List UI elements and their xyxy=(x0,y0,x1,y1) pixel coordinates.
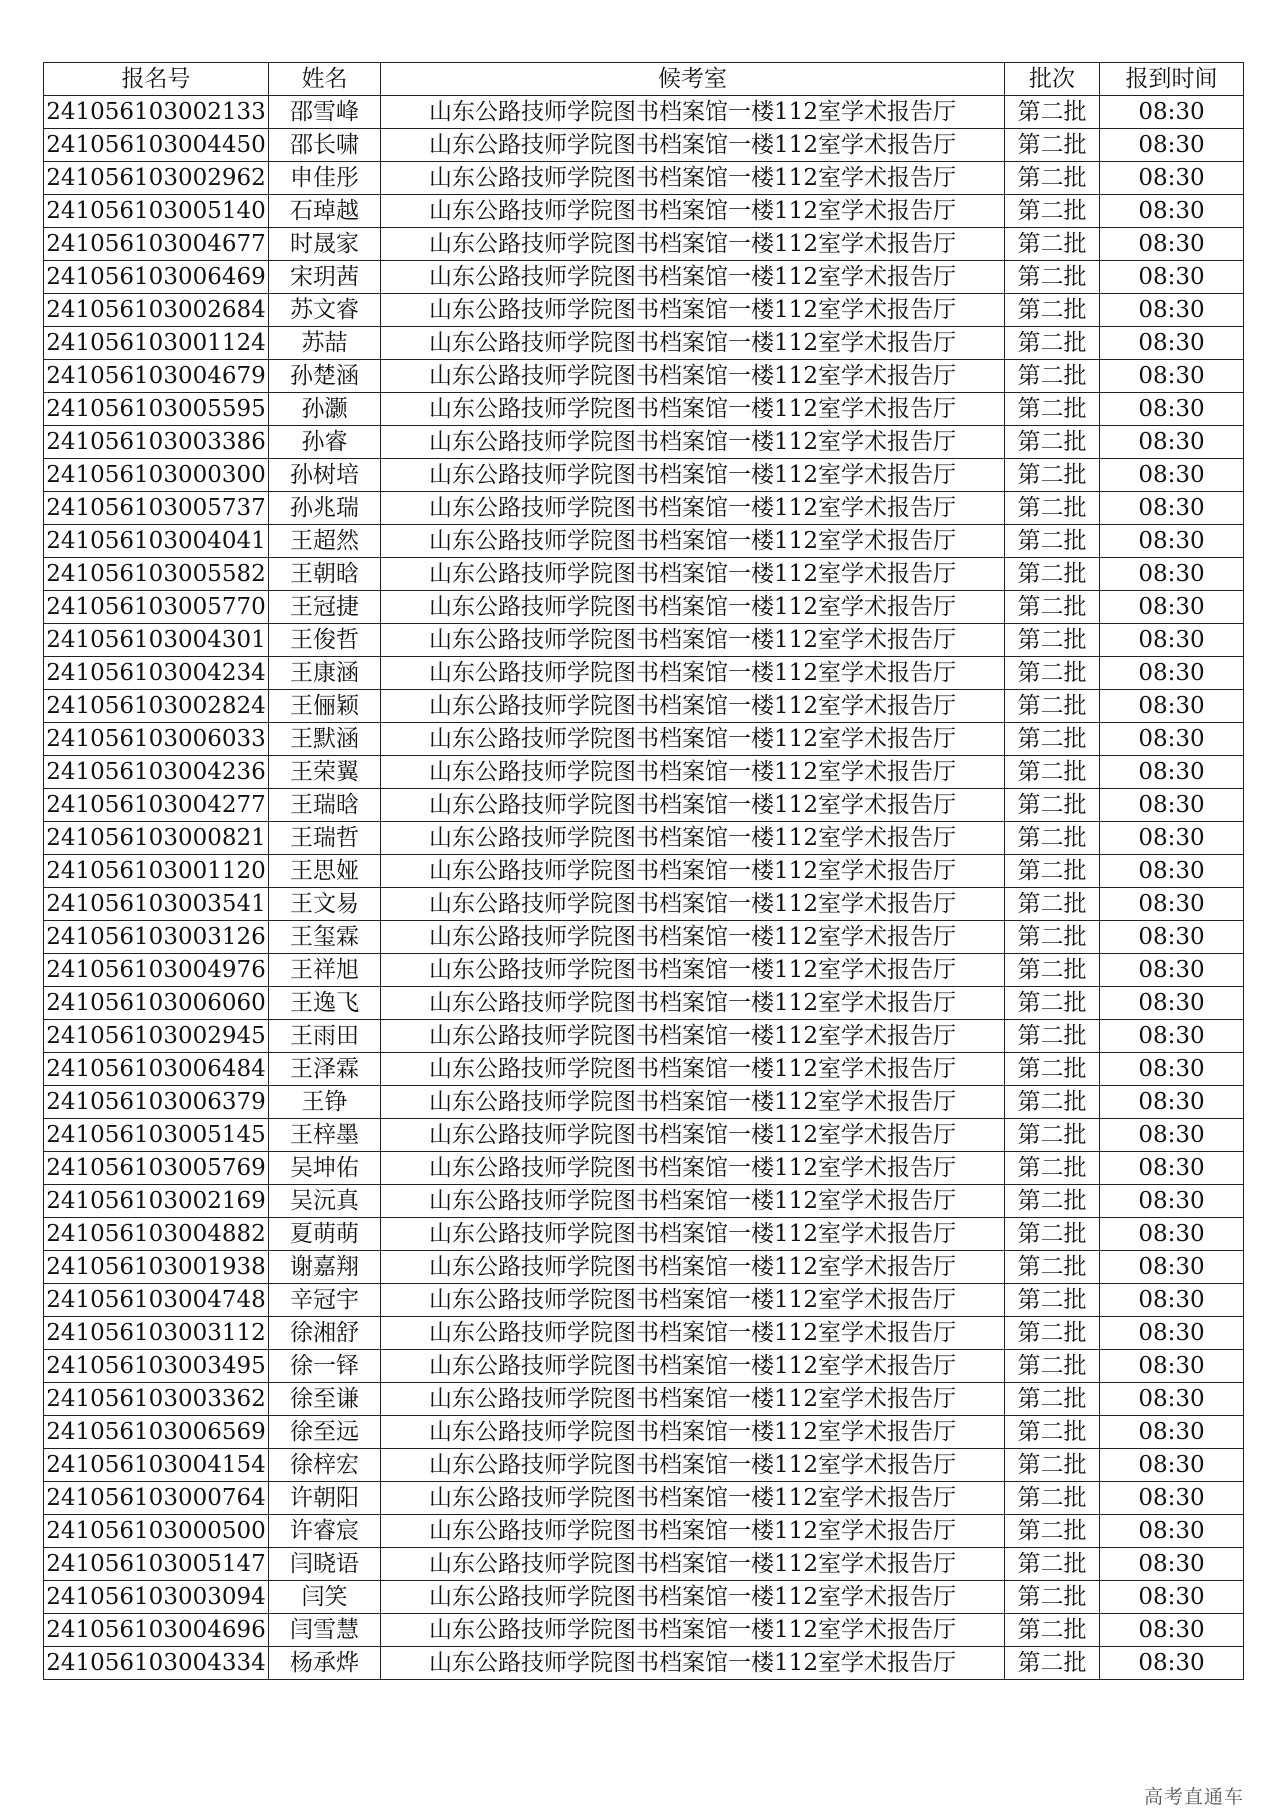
name-cell: 邵雪峰 xyxy=(269,96,381,129)
batch-cell: 第二批 xyxy=(1005,822,1100,855)
header-name: 姓名 xyxy=(269,63,381,96)
batch-cell: 第二批 xyxy=(1005,987,1100,1020)
header-registration-number: 报名号 xyxy=(44,63,269,96)
batch-cell: 第二批 xyxy=(1005,327,1100,360)
batch-cell: 第二批 xyxy=(1005,228,1100,261)
check-in-time-cell: 08:30 xyxy=(1100,789,1244,822)
batch-cell: 第二批 xyxy=(1005,1053,1100,1086)
waiting-room-cell: 山东公路技师学院图书档案馆一楼112室学术报告厅 xyxy=(381,1053,1005,1086)
check-in-time-cell: 08:30 xyxy=(1100,1515,1244,1548)
batch-cell: 第二批 xyxy=(1005,855,1100,888)
table-row xyxy=(44,822,1244,855)
check-in-time-cell: 08:30 xyxy=(1100,1317,1244,1350)
name-cell: 王雨田 xyxy=(269,1020,381,1053)
table-row xyxy=(44,1152,1244,1185)
check-in-time-cell: 08:30 xyxy=(1100,1614,1244,1647)
waiting-room-cell: 山东公路技师学院图书档案馆一楼112室学术报告厅 xyxy=(381,1317,1005,1350)
table-row xyxy=(44,393,1244,426)
registration-number-cell: 241056103004277 xyxy=(44,789,269,822)
table-row xyxy=(44,492,1244,525)
batch-cell: 第二批 xyxy=(1005,525,1100,558)
table-row xyxy=(44,228,1244,261)
registration-number-cell: 241056103006469 xyxy=(44,261,269,294)
registration-number-cell: 241056103004301 xyxy=(44,624,269,657)
table-row xyxy=(44,1053,1244,1086)
table-row xyxy=(44,1020,1244,1053)
name-cell: 徐至谦 xyxy=(269,1383,381,1416)
check-in-time-cell: 08:30 xyxy=(1100,624,1244,657)
registration-number-cell: 241056103002684 xyxy=(44,294,269,327)
name-cell: 杨承烨 xyxy=(269,1647,381,1680)
waiting-room-cell: 山东公路技师学院图书档案馆一楼112室学术报告厅 xyxy=(381,228,1005,261)
batch-cell: 第二批 xyxy=(1005,657,1100,690)
check-in-time-cell: 08:30 xyxy=(1100,558,1244,591)
waiting-room-cell: 山东公路技师学院图书档案馆一楼112室学术报告厅 xyxy=(381,426,1005,459)
header-check-in-time: 报到时间 xyxy=(1100,63,1244,96)
registration-number-cell: 241056103001124 xyxy=(44,327,269,360)
table-row xyxy=(44,1185,1244,1218)
table-row xyxy=(44,624,1244,657)
table-row xyxy=(44,294,1244,327)
waiting-room-cell: 山东公路技师学院图书档案馆一楼112室学术报告厅 xyxy=(381,96,1005,129)
name-cell: 王玺霖 xyxy=(269,921,381,954)
table-row xyxy=(44,558,1244,591)
registration-number-cell: 241056103002962 xyxy=(44,162,269,195)
batch-cell: 第二批 xyxy=(1005,756,1100,789)
waiting-room-cell: 山东公路技师学院图书档案馆一楼112室学术报告厅 xyxy=(381,1581,1005,1614)
registration-number-cell: 241056103004154 xyxy=(44,1449,269,1482)
registration-number-cell: 241056103000500 xyxy=(44,1515,269,1548)
check-in-time-cell: 08:30 xyxy=(1100,657,1244,690)
name-cell: 王逸飞 xyxy=(269,987,381,1020)
check-in-time-cell: 08:30 xyxy=(1100,690,1244,723)
registration-number-cell: 241056103005140 xyxy=(44,195,269,228)
batch-cell: 第二批 xyxy=(1005,1581,1100,1614)
name-cell: 吴坤佑 xyxy=(269,1152,381,1185)
table-row xyxy=(44,1614,1244,1647)
waiting-room-cell: 山东公路技师学院图书档案馆一楼112室学术报告厅 xyxy=(381,888,1005,921)
batch-cell: 第二批 xyxy=(1005,1020,1100,1053)
batch-cell: 第二批 xyxy=(1005,492,1100,525)
batch-cell: 第二批 xyxy=(1005,360,1100,393)
table-row xyxy=(44,1119,1244,1152)
batch-cell: 第二批 xyxy=(1005,96,1100,129)
name-cell: 徐梓宏 xyxy=(269,1449,381,1482)
table-row xyxy=(44,723,1244,756)
check-in-time-cell: 08:30 xyxy=(1100,723,1244,756)
batch-cell: 第二批 xyxy=(1005,1548,1100,1581)
batch-cell: 第二批 xyxy=(1005,1185,1100,1218)
waiting-room-cell: 山东公路技师学院图书档案馆一楼112室学术报告厅 xyxy=(381,822,1005,855)
waiting-room-cell: 山东公路技师学院图书档案馆一楼112室学术报告厅 xyxy=(381,1482,1005,1515)
batch-cell: 第二批 xyxy=(1005,1449,1100,1482)
registration-number-cell: 241056103003541 xyxy=(44,888,269,921)
name-cell: 许朝阳 xyxy=(269,1482,381,1515)
table-row xyxy=(44,96,1244,129)
waiting-room-cell: 山东公路技师学院图书档案馆一楼112室学术报告厅 xyxy=(381,1614,1005,1647)
check-in-time-cell: 08:30 xyxy=(1100,591,1244,624)
batch-cell: 第二批 xyxy=(1005,261,1100,294)
table-row xyxy=(44,690,1244,723)
waiting-room-cell: 山东公路技师学院图书档案馆一楼112室学术报告厅 xyxy=(381,1020,1005,1053)
registration-number-cell: 241056103005769 xyxy=(44,1152,269,1185)
check-in-time-cell: 08:30 xyxy=(1100,1482,1244,1515)
waiting-room-cell: 山东公路技师学院图书档案馆一楼112室学术报告厅 xyxy=(381,855,1005,888)
batch-cell: 第二批 xyxy=(1005,1614,1100,1647)
batch-cell: 第二批 xyxy=(1005,1284,1100,1317)
registration-number-cell: 241056103004882 xyxy=(44,1218,269,1251)
batch-cell: 第二批 xyxy=(1005,723,1100,756)
table-row xyxy=(44,1218,1244,1251)
waiting-room-cell: 山东公路技师学院图书档案馆一楼112室学术报告厅 xyxy=(381,723,1005,756)
waiting-room-cell: 山东公路技师学院图书档案馆一楼112室学术报告厅 xyxy=(381,1251,1005,1284)
waiting-room-cell: 山东公路技师学院图书档案馆一楼112室学术报告厅 xyxy=(381,756,1005,789)
check-in-time-cell: 08:30 xyxy=(1100,393,1244,426)
table-row xyxy=(44,591,1244,624)
name-cell: 闫晓语 xyxy=(269,1548,381,1581)
batch-cell: 第二批 xyxy=(1005,954,1100,987)
batch-cell: 第二批 xyxy=(1005,1086,1100,1119)
check-in-time-cell: 08:30 xyxy=(1100,954,1244,987)
registration-number-cell: 241056103003094 xyxy=(44,1581,269,1614)
check-in-time-cell: 08:30 xyxy=(1100,1053,1244,1086)
name-cell: 时晟家 xyxy=(269,228,381,261)
batch-cell: 第二批 xyxy=(1005,624,1100,657)
batch-cell: 第二批 xyxy=(1005,1515,1100,1548)
registration-number-cell: 241056103002169 xyxy=(44,1185,269,1218)
waiting-room-cell: 山东公路技师学院图书档案馆一楼112室学术报告厅 xyxy=(381,459,1005,492)
waiting-room-cell: 山东公路技师学院图书档案馆一楼112室学术报告厅 xyxy=(381,129,1005,162)
table-row xyxy=(44,1383,1244,1416)
header-batch: 批次 xyxy=(1005,63,1100,96)
check-in-time-cell: 08:30 xyxy=(1100,129,1244,162)
batch-cell: 第二批 xyxy=(1005,1119,1100,1152)
check-in-time-cell: 08:30 xyxy=(1100,822,1244,855)
waiting-room-cell: 山东公路技师学院图书档案馆一楼112室学术报告厅 xyxy=(381,921,1005,954)
name-cell: 王瑞哲 xyxy=(269,822,381,855)
check-in-time-cell: 08:30 xyxy=(1100,855,1244,888)
table-row xyxy=(44,162,1244,195)
name-cell: 王朝晗 xyxy=(269,558,381,591)
table-row xyxy=(44,954,1244,987)
waiting-room-cell: 山东公路技师学院图书档案馆一楼112室学术报告厅 xyxy=(381,294,1005,327)
waiting-room-cell: 山东公路技师学院图书档案馆一楼112室学术报告厅 xyxy=(381,525,1005,558)
registration-number-cell: 241056103001120 xyxy=(44,855,269,888)
check-in-time-cell: 08:30 xyxy=(1100,1548,1244,1581)
name-cell: 石琸越 xyxy=(269,195,381,228)
name-cell: 徐一铎 xyxy=(269,1350,381,1383)
batch-cell: 第二批 xyxy=(1005,393,1100,426)
registration-number-cell: 241056103004236 xyxy=(44,756,269,789)
batch-cell: 第二批 xyxy=(1005,1383,1100,1416)
registration-number-cell: 241056103006484 xyxy=(44,1053,269,1086)
name-cell: 王默涵 xyxy=(269,723,381,756)
table-row xyxy=(44,921,1244,954)
check-in-time-cell: 08:30 xyxy=(1100,162,1244,195)
waiting-room-cell: 山东公路技师学院图书档案馆一楼112室学术报告厅 xyxy=(381,492,1005,525)
check-in-time-cell: 08:30 xyxy=(1100,360,1244,393)
waiting-room-cell: 山东公路技师学院图书档案馆一楼112室学术报告厅 xyxy=(381,1152,1005,1185)
registration-number-cell: 241056103004677 xyxy=(44,228,269,261)
batch-cell: 第二批 xyxy=(1005,558,1100,591)
table-row xyxy=(44,1284,1244,1317)
name-cell: 孙灏 xyxy=(269,393,381,426)
check-in-time-cell: 08:30 xyxy=(1100,96,1244,129)
registration-number-cell: 241056103004696 xyxy=(44,1614,269,1647)
table-header xyxy=(44,63,1244,96)
name-cell: 徐湘舒 xyxy=(269,1317,381,1350)
check-in-time-cell: 08:30 xyxy=(1100,426,1244,459)
waiting-room-cell: 山东公路技师学院图书档案馆一楼112室学术报告厅 xyxy=(381,360,1005,393)
header-row xyxy=(44,63,1244,96)
registration-number-cell: 241056103004450 xyxy=(44,129,269,162)
check-in-time-cell: 08:30 xyxy=(1100,1218,1244,1251)
check-in-time-cell: 08:30 xyxy=(1100,1251,1244,1284)
name-cell: 王冠捷 xyxy=(269,591,381,624)
registration-number-cell: 241056103000764 xyxy=(44,1482,269,1515)
batch-cell: 第二批 xyxy=(1005,426,1100,459)
name-cell: 王思娅 xyxy=(269,855,381,888)
check-in-time-cell: 08:30 xyxy=(1100,195,1244,228)
registration-number-cell: 241056103002945 xyxy=(44,1020,269,1053)
name-cell: 闫雪慧 xyxy=(269,1614,381,1647)
check-in-time-cell: 08:30 xyxy=(1100,525,1244,558)
name-cell: 谢嘉翔 xyxy=(269,1251,381,1284)
registration-number-cell: 241056103001938 xyxy=(44,1251,269,1284)
table-row xyxy=(44,657,1244,690)
waiting-room-cell: 山东公路技师学院图书档案馆一楼112室学术报告厅 xyxy=(381,1515,1005,1548)
waiting-room-cell: 山东公路技师学院图书档案馆一楼112室学术报告厅 xyxy=(381,1284,1005,1317)
table-row xyxy=(44,129,1244,162)
registration-number-cell: 241056103000821 xyxy=(44,822,269,855)
check-in-time-cell: 08:30 xyxy=(1100,228,1244,261)
registration-number-cell: 241056103002824 xyxy=(44,690,269,723)
batch-cell: 第二批 xyxy=(1005,129,1100,162)
registration-number-cell: 241056103003495 xyxy=(44,1350,269,1383)
table-row xyxy=(44,1350,1244,1383)
batch-cell: 第二批 xyxy=(1005,162,1100,195)
table-row xyxy=(44,888,1244,921)
watermark-text: 高考直通车 xyxy=(1143,1786,1244,1808)
table-body xyxy=(44,96,1244,1680)
batch-cell: 第二批 xyxy=(1005,1152,1100,1185)
waiting-room-cell: 山东公路技师学院图书档案馆一楼112室学术报告厅 xyxy=(381,195,1005,228)
waiting-room-cell: 山东公路技师学院图书档案馆一楼112室学术报告厅 xyxy=(381,1218,1005,1251)
table-row xyxy=(44,360,1244,393)
registration-number-cell: 241056103004679 xyxy=(44,360,269,393)
registration-number-cell: 241056103003126 xyxy=(44,921,269,954)
table-row xyxy=(44,525,1244,558)
name-cell: 王俊哲 xyxy=(269,624,381,657)
table-row xyxy=(44,987,1244,1020)
name-cell: 王瑞晗 xyxy=(269,789,381,822)
registration-number-cell: 241056103002133 xyxy=(44,96,269,129)
name-cell: 苏喆 xyxy=(269,327,381,360)
check-in-time-cell: 08:30 xyxy=(1100,1581,1244,1614)
name-cell: 王文易 xyxy=(269,888,381,921)
check-in-time-cell: 08:30 xyxy=(1100,327,1244,360)
batch-cell: 第二批 xyxy=(1005,195,1100,228)
registration-number-cell: 241056103004976 xyxy=(44,954,269,987)
header-waiting-room: 候考室 xyxy=(381,63,1005,96)
registration-number-cell: 241056103005737 xyxy=(44,492,269,525)
waiting-room-cell: 山东公路技师学院图书档案馆一楼112室学术报告厅 xyxy=(381,624,1005,657)
waiting-room-cell: 山东公路技师学院图书档案馆一楼112室学术报告厅 xyxy=(381,393,1005,426)
table-row xyxy=(44,1482,1244,1515)
waiting-room-cell: 山东公路技师学院图书档案馆一楼112室学术报告厅 xyxy=(381,954,1005,987)
batch-cell: 第二批 xyxy=(1005,591,1100,624)
name-cell: 苏文睿 xyxy=(269,294,381,327)
candidate-table xyxy=(43,62,1244,1680)
waiting-room-cell: 山东公路技师学院图书档案馆一楼112室学术报告厅 xyxy=(381,1416,1005,1449)
batch-cell: 第二批 xyxy=(1005,459,1100,492)
registration-number-cell: 241056103004234 xyxy=(44,657,269,690)
table-row xyxy=(44,1086,1244,1119)
table-row xyxy=(44,327,1244,360)
check-in-time-cell: 08:30 xyxy=(1100,888,1244,921)
table-row xyxy=(44,1581,1244,1614)
check-in-time-cell: 08:30 xyxy=(1100,1020,1244,1053)
registration-number-cell: 241056103003386 xyxy=(44,426,269,459)
batch-cell: 第二批 xyxy=(1005,1350,1100,1383)
waiting-room-cell: 山东公路技师学院图书档案馆一楼112室学术报告厅 xyxy=(381,789,1005,822)
batch-cell: 第二批 xyxy=(1005,921,1100,954)
table-row xyxy=(44,1548,1244,1581)
table-row xyxy=(44,756,1244,789)
registration-number-cell: 241056103005770 xyxy=(44,591,269,624)
waiting-room-cell: 山东公路技师学院图书档案馆一楼112室学术报告厅 xyxy=(381,1383,1005,1416)
name-cell: 夏萌萌 xyxy=(269,1218,381,1251)
name-cell: 宋玥茜 xyxy=(269,261,381,294)
check-in-time-cell: 08:30 xyxy=(1100,921,1244,954)
name-cell: 王铮 xyxy=(269,1086,381,1119)
batch-cell: 第二批 xyxy=(1005,294,1100,327)
registration-number-cell: 241056103005145 xyxy=(44,1119,269,1152)
table-row xyxy=(44,855,1244,888)
batch-cell: 第二批 xyxy=(1005,1482,1100,1515)
name-cell: 王泽霖 xyxy=(269,1053,381,1086)
batch-cell: 第二批 xyxy=(1005,1317,1100,1350)
waiting-room-cell: 山东公路技师学院图书档案馆一楼112室学术报告厅 xyxy=(381,1350,1005,1383)
check-in-time-cell: 08:30 xyxy=(1100,1647,1244,1680)
check-in-time-cell: 08:30 xyxy=(1100,1350,1244,1383)
waiting-room-cell: 山东公路技师学院图书档案馆一楼112室学术报告厅 xyxy=(381,1548,1005,1581)
table-row xyxy=(44,261,1244,294)
table-row xyxy=(44,1317,1244,1350)
name-cell: 辛冠宇 xyxy=(269,1284,381,1317)
waiting-room-cell: 山东公路技师学院图书档案馆一楼112室学术报告厅 xyxy=(381,987,1005,1020)
registration-number-cell: 241056103004041 xyxy=(44,525,269,558)
batch-cell: 第二批 xyxy=(1005,1416,1100,1449)
waiting-room-cell: 山东公路技师学院图书档案馆一楼112室学术报告厅 xyxy=(381,1119,1005,1152)
name-cell: 王康涵 xyxy=(269,657,381,690)
check-in-time-cell: 08:30 xyxy=(1100,459,1244,492)
check-in-time-cell: 08:30 xyxy=(1100,1284,1244,1317)
table-row xyxy=(44,459,1244,492)
check-in-time-cell: 08:30 xyxy=(1100,294,1244,327)
registration-number-cell: 241056103006060 xyxy=(44,987,269,1020)
name-cell: 邵长啸 xyxy=(269,129,381,162)
name-cell: 许睿宸 xyxy=(269,1515,381,1548)
registration-number-cell: 241056103003112 xyxy=(44,1317,269,1350)
waiting-room-cell: 山东公路技师学院图书档案馆一楼112室学术报告厅 xyxy=(381,591,1005,624)
name-cell: 王超然 xyxy=(269,525,381,558)
table-row xyxy=(44,195,1244,228)
registration-number-cell: 241056103006033 xyxy=(44,723,269,756)
name-cell: 孙兆瑞 xyxy=(269,492,381,525)
registration-number-cell: 241056103005582 xyxy=(44,558,269,591)
name-cell: 孙楚涵 xyxy=(269,360,381,393)
name-cell: 徐至远 xyxy=(269,1416,381,1449)
name-cell: 王祥旭 xyxy=(269,954,381,987)
registration-number-cell: 241056103003362 xyxy=(44,1383,269,1416)
table-row xyxy=(44,1515,1244,1548)
name-cell: 申佳彤 xyxy=(269,162,381,195)
registration-number-cell: 241056103000300 xyxy=(44,459,269,492)
waiting-room-cell: 山东公路技师学院图书档案馆一楼112室学术报告厅 xyxy=(381,657,1005,690)
registration-number-cell: 241056103005595 xyxy=(44,393,269,426)
check-in-time-cell: 08:30 xyxy=(1100,1152,1244,1185)
table-row xyxy=(44,1449,1244,1482)
batch-cell: 第二批 xyxy=(1005,1647,1100,1680)
waiting-room-cell: 山东公路技师学院图书档案馆一楼112室学术报告厅 xyxy=(381,162,1005,195)
name-cell: 王荣翼 xyxy=(269,756,381,789)
check-in-time-cell: 08:30 xyxy=(1100,492,1244,525)
check-in-time-cell: 08:30 xyxy=(1100,1449,1244,1482)
batch-cell: 第二批 xyxy=(1005,888,1100,921)
registration-number-cell: 241056103006569 xyxy=(44,1416,269,1449)
check-in-time-cell: 08:30 xyxy=(1100,1185,1244,1218)
batch-cell: 第二批 xyxy=(1005,1218,1100,1251)
check-in-time-cell: 08:30 xyxy=(1100,261,1244,294)
registration-number-cell: 241056103004748 xyxy=(44,1284,269,1317)
name-cell: 孙睿 xyxy=(269,426,381,459)
name-cell: 吴沅真 xyxy=(269,1185,381,1218)
waiting-room-cell: 山东公路技师学院图书档案馆一楼112室学术报告厅 xyxy=(381,690,1005,723)
batch-cell: 第二批 xyxy=(1005,690,1100,723)
table-row xyxy=(44,1416,1244,1449)
table-row xyxy=(44,426,1244,459)
waiting-room-cell: 山东公路技师学院图书档案馆一楼112室学术报告厅 xyxy=(381,327,1005,360)
name-cell: 孙树培 xyxy=(269,459,381,492)
batch-cell: 第二批 xyxy=(1005,1251,1100,1284)
batch-cell: 第二批 xyxy=(1005,789,1100,822)
name-cell: 闫笑 xyxy=(269,1581,381,1614)
waiting-room-cell: 山东公路技师学院图书档案馆一楼112室学术报告厅 xyxy=(381,261,1005,294)
check-in-time-cell: 08:30 xyxy=(1100,987,1244,1020)
table-row xyxy=(44,789,1244,822)
waiting-room-cell: 山东公路技师学院图书档案馆一楼112室学术报告厅 xyxy=(381,1647,1005,1680)
check-in-time-cell: 08:30 xyxy=(1100,1416,1244,1449)
check-in-time-cell: 08:30 xyxy=(1100,1119,1244,1152)
table-row xyxy=(44,1647,1244,1680)
waiting-room-cell: 山东公路技师学院图书档案馆一楼112室学术报告厅 xyxy=(381,1086,1005,1119)
registration-number-cell: 241056103005147 xyxy=(44,1548,269,1581)
waiting-room-cell: 山东公路技师学院图书档案馆一楼112室学术报告厅 xyxy=(381,558,1005,591)
name-cell: 王梓墨 xyxy=(269,1119,381,1152)
check-in-time-cell: 08:30 xyxy=(1100,1383,1244,1416)
registration-number-cell: 241056103006379 xyxy=(44,1086,269,1119)
waiting-room-cell: 山东公路技师学院图书档案馆一楼112室学术报告厅 xyxy=(381,1185,1005,1218)
table-row xyxy=(44,1251,1244,1284)
name-cell: 王俪颖 xyxy=(269,690,381,723)
registration-number-cell: 241056103004334 xyxy=(44,1647,269,1680)
waiting-room-cell: 山东公路技师学院图书档案馆一楼112室学术报告厅 xyxy=(381,1449,1005,1482)
check-in-time-cell: 08:30 xyxy=(1100,1086,1244,1119)
check-in-time-cell: 08:30 xyxy=(1100,756,1244,789)
